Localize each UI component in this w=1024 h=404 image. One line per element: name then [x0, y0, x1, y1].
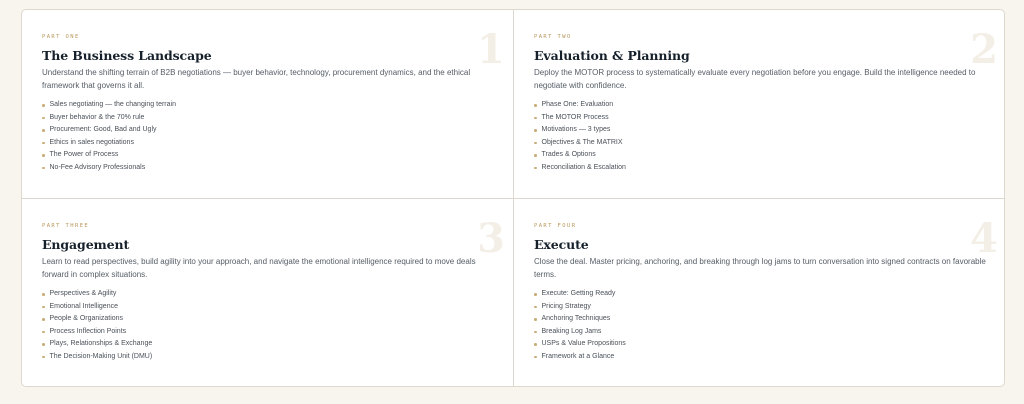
list-item — [42, 288, 493, 301]
bullet-icon — [534, 142, 537, 145]
topic-list — [534, 288, 986, 363]
curriculum-grid — [21, 9, 1005, 387]
bullet-icon — [42, 167, 45, 170]
part-description: Deploy the MOTOR process to systematically evaluate every negotiation before you engage. Build the intelligence needed to negotiate with confidence. — [534, 68, 976, 90]
bullet-icon — [534, 318, 537, 321]
list-item — [534, 99, 986, 112]
list-item — [42, 326, 493, 339]
list-item-label: Objectives & The MATRIX — [541, 138, 623, 146]
list-item — [534, 124, 986, 137]
part-title: Evaluation & Planning — [534, 48, 690, 63]
list-item-label: Reconciliation & Escalation — [541, 163, 626, 171]
bullet-icon — [42, 293, 45, 296]
list-item-label: Perspectives & Agility — [49, 290, 117, 297]
list-item-label: USPs & Value Propositions — [541, 340, 626, 347]
list-item-label: Plays, Relationships & Exchange — [49, 340, 153, 347]
list-item — [534, 301, 986, 314]
list-item-label: Procurement: Good, Bad and Ugly — [49, 126, 157, 133]
part-card-four — [514, 199, 1005, 387]
bullet-icon — [42, 331, 45, 334]
bullet-icon — [534, 356, 537, 359]
list-item — [42, 124, 493, 137]
bullet-icon — [534, 331, 537, 334]
list-item-label: People & Organizations — [49, 315, 124, 322]
list-item-label: Execute: Getting Ready — [541, 290, 616, 297]
list-item-label: Process Inflection Points — [49, 327, 127, 335]
part-number-watermark: 4 — [970, 215, 998, 262]
bullet-icon — [42, 306, 45, 309]
part-label: PART TWO — [534, 34, 572, 40]
bullet-icon — [42, 343, 45, 346]
list-item-label: The Power of Process — [49, 151, 119, 158]
list-item — [534, 149, 986, 162]
list-item-label: Buyer behavior & the 70% rule — [49, 113, 145, 121]
bullet-icon — [42, 129, 45, 132]
list-item-label: Pricing Strategy — [541, 302, 591, 310]
part-title: The Business Landscape — [42, 48, 212, 63]
bullet-icon — [42, 154, 45, 157]
list-item-label: No-Fee Advisory Professionals — [49, 163, 146, 171]
list-item — [42, 162, 493, 175]
list-item-label: Sales negotiating — the changing terrain — [49, 101, 176, 108]
list-item — [534, 137, 986, 150]
part-number-watermark: 2 — [970, 26, 998, 73]
part-title: Engagement — [42, 237, 130, 252]
part-description: Understand the shifting terrain of B2B negotiations — buyer behavior, technology, procurement dynamics, and the ethical framework that governs it all. — [42, 68, 471, 90]
bullet-icon — [42, 318, 45, 321]
part-card-one — [22, 10, 514, 199]
list-item — [42, 351, 493, 364]
list-item — [534, 288, 986, 301]
list-item — [534, 326, 986, 339]
part-title: Execute — [534, 237, 589, 252]
topic-list — [42, 99, 493, 174]
topic-list — [42, 288, 493, 363]
list-item-label: Ethics in sales negotiations — [49, 138, 134, 146]
part-label: PART FOUR — [534, 223, 577, 229]
bullet-icon — [42, 356, 45, 359]
bullet-icon — [534, 306, 537, 309]
bullet-icon — [42, 117, 45, 120]
part-label: PART THREE — [42, 223, 90, 229]
list-item — [42, 338, 493, 351]
part-card-two — [514, 10, 1005, 199]
part-card-three — [22, 199, 514, 387]
list-item — [42, 301, 493, 314]
list-item — [42, 99, 493, 112]
bullet-icon — [534, 343, 537, 346]
part-description: Learn to read perspectives, build agility into your approach, and navigate the emotional intelligence required to move deals forward in complex situations. — [42, 257, 476, 279]
list-item — [534, 338, 986, 351]
list-item-label: The MOTOR Process — [541, 113, 609, 121]
list-item — [42, 149, 493, 162]
list-item-label: Phase One: Evaluation — [541, 101, 614, 108]
bullet-icon — [534, 129, 537, 132]
list-item — [42, 112, 493, 125]
bullet-icon — [534, 293, 537, 296]
part-label: PART ONE — [42, 34, 80, 40]
list-item — [534, 313, 986, 326]
bullet-icon — [534, 117, 537, 120]
part-number-watermark: 3 — [477, 215, 505, 262]
list-item — [534, 112, 986, 125]
list-item-label: Breaking Log Jams — [541, 327, 602, 335]
list-item-label: Emotional Intelligence — [49, 302, 118, 310]
list-item-label: Trades & Options — [541, 151, 596, 158]
part-number-watermark: 1 — [477, 26, 505, 73]
list-item-label: Framework at a Glance — [541, 352, 615, 360]
list-item-label: The Decision-Making Unit (DMU) — [49, 352, 153, 360]
list-item-label: Motivations — 3 types — [541, 126, 611, 133]
list-item — [534, 351, 986, 364]
topic-list — [534, 99, 986, 174]
list-item — [42, 137, 493, 150]
list-item-label: Anchoring Techniques — [541, 315, 611, 322]
bullet-icon — [534, 167, 537, 170]
list-item — [42, 313, 493, 326]
part-description: Close the deal. Master pricing, anchoring, and breaking through log jams to turn conversation into signed contracts on favorable terms. — [534, 257, 986, 279]
bullet-icon — [42, 142, 45, 145]
bullet-icon — [534, 104, 537, 107]
list-item — [534, 162, 986, 175]
bullet-icon — [534, 154, 537, 157]
bullet-icon — [42, 104, 45, 107]
